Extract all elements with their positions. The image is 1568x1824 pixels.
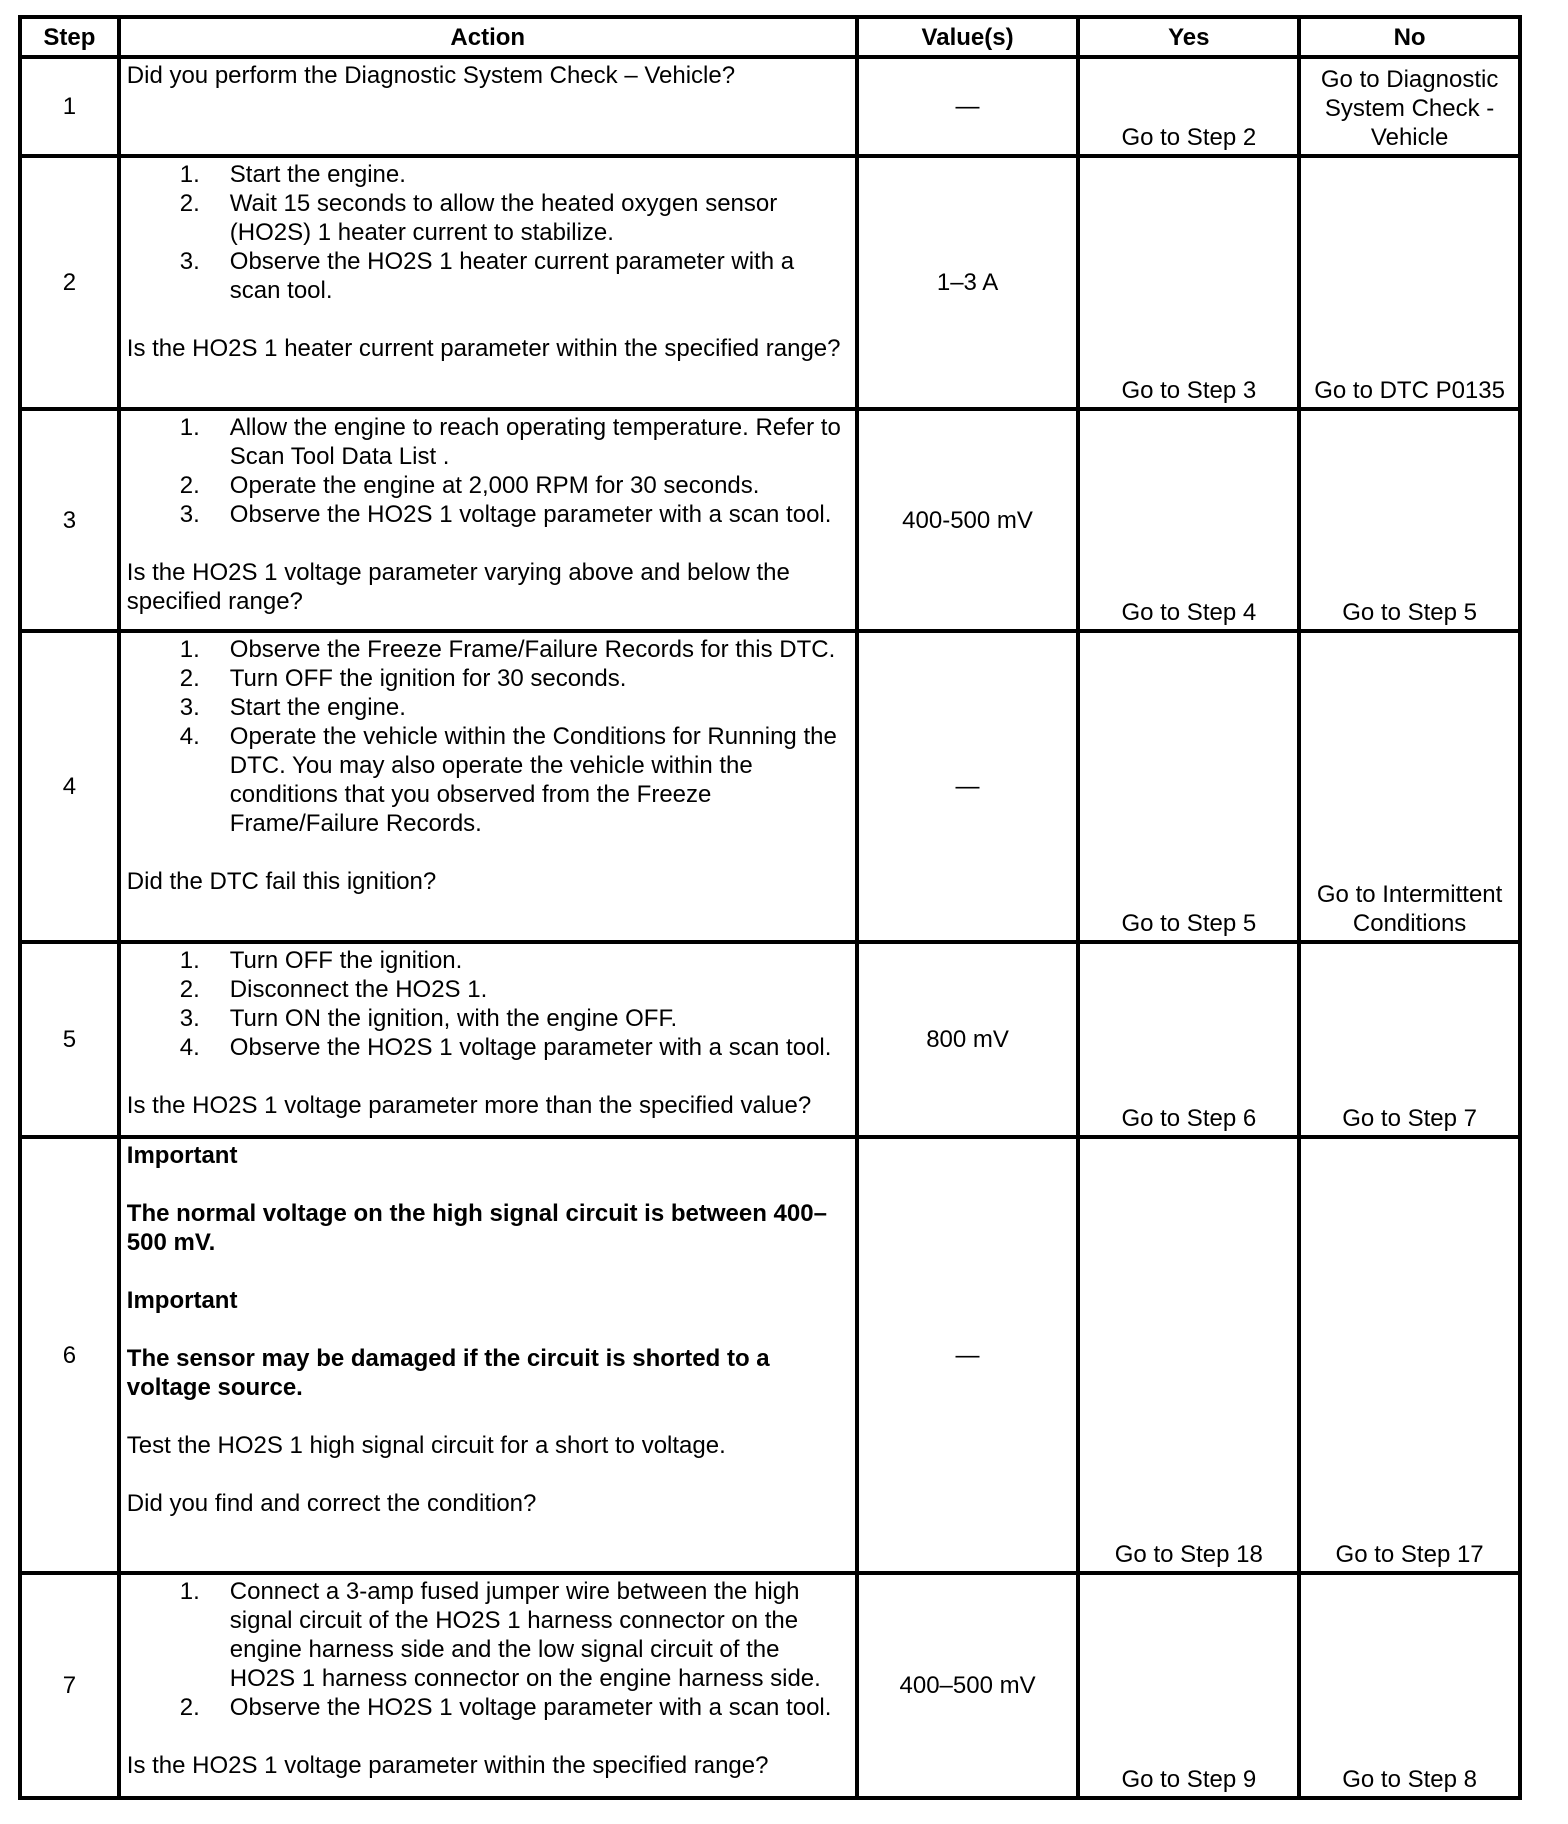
yes-link[interactable]: Go to Step 6 [1078,942,1299,1137]
no-link[interactable]: Go to Step 8 [1299,1573,1520,1798]
step-number: 5 [20,942,119,1137]
action-steps [127,946,849,1062]
no-link[interactable]: Go to DTC P0135 [1299,156,1520,409]
step-number: 7 [20,1573,119,1798]
header-action: Action [119,17,857,57]
action-cell [119,156,857,409]
table-row [20,409,1520,631]
action-question: Did you find and correct the condition? [126,1490,537,1517]
value-cell: 400-500 mV [857,409,1079,631]
action-question: Did you perform the Diagnostic System Check – Vehicle? [126,62,736,89]
action-cell [119,942,857,1137]
step-number: 2 [20,156,119,409]
important-note: The normal voltage on the high signal circuit is between 400–500 mV. [126,1200,827,1256]
header-no: No [1299,17,1520,57]
value-cell: 400–500 mV [857,1573,1079,1798]
table-row [20,942,1520,1137]
step-number: 1 [20,57,119,156]
diagnostic-table [18,15,1522,1800]
yes-link[interactable]: Go to Step 9 [1078,1573,1299,1798]
step-number: 4 [20,631,119,942]
action-steps [127,413,849,529]
value-cell: — [857,57,1079,156]
value-cell: 800 mV [857,942,1079,1137]
test-instruction: Test the HO2S 1 high signal circuit for a short to voltage. [126,1432,726,1459]
header-step: Step [20,17,119,57]
header-yes: Yes [1078,17,1299,57]
list-item: 4. Operate the vehicle within the Conditions for Running the DTC. You may also operate the vehicle within the conditions that you observed from the Freeze Frame/Failure Records. [179,723,837,837]
list-item: 2. Operate the engine at 2,000 RPM for 30 seconds. [179,472,760,499]
yes-link[interactable]: Go to Step 5 [1078,631,1299,942]
action-cell [119,1573,857,1798]
table-row [20,1573,1520,1798]
action-question: Is the HO2S 1 voltage parameter varying above and below the specified range? [126,559,790,615]
value-cell: 1–3 A [857,156,1079,409]
list-item: 2. Disconnect the HO2S 1. [179,976,488,1003]
action-question: Is the HO2S 1 heater current parameter within the specified range? [126,335,841,362]
action-steps [127,160,849,305]
list-item: 1. Observe the Freeze Frame/Failure Records for this DTC. [179,636,836,663]
list-item: 3. Start the engine. [179,694,406,721]
action-question: Is the HO2S 1 voltage parameter within the specified range? [126,1752,769,1779]
no-link[interactable]: Go to Step 7 [1299,942,1520,1137]
value-cell: — [857,1137,1079,1573]
list-item: 2. Observe the HO2S 1 voltage parameter with a scan tool. [179,1694,832,1721]
important-label: Important [126,1287,238,1314]
list-item: 3. Observe the HO2S 1 heater current parameter with a scan tool. [179,248,795,304]
value-cell: — [857,631,1079,942]
action-question: Did the DTC fail this ignition? [126,868,437,895]
important-label: Important [126,1142,238,1169]
list-item: 3. Turn ON the ignition, with the engine OFF. [179,1005,678,1032]
important-note: The sensor may be damaged if the circuit is shorted to a voltage source. [126,1345,770,1401]
table-row [20,1137,1520,1573]
action-steps [127,1577,849,1722]
table-row [20,57,1520,156]
table-row [20,631,1520,942]
yes-link[interactable]: Go to Step 3 [1078,156,1299,409]
no-link[interactable]: Go to Step 17 [1299,1137,1520,1573]
header-row [20,17,1520,57]
list-item: 3. Observe the HO2S 1 voltage parameter with a scan tool. [179,501,832,528]
step-number: 6 [20,1137,119,1573]
list-item: 2. Turn OFF the ignition for 30 seconds. [179,665,627,692]
list-item: 1. Connect a 3-amp fused jumper wire between the high signal circuit of the HO2S 1 harness connector on the engine harness side and the low signal circuit of the HO2S 1 harness connector on the engine harness side. [179,1578,821,1692]
no-link[interactable]: Go to Step 5 [1299,409,1520,631]
list-item: 4. Observe the HO2S 1 voltage parameter with a scan tool. [179,1034,832,1061]
list-item: 1. Start the engine. [179,161,406,188]
no-link[interactable]: Go to Diagnostic System Check - Vehicle [1299,57,1520,156]
action-cell [119,57,857,156]
action-cell [119,631,857,942]
table-row [20,156,1520,409]
step-number: 3 [20,409,119,631]
action-cell [119,1137,857,1573]
list-item: 2. Wait 15 seconds to allow the heated oxygen sensor (HO2S) 1 heater current to stabilize. [179,190,778,246]
yes-link[interactable]: Go to Step 4 [1078,409,1299,631]
list-item: 1. Turn OFF the ignition. [179,947,463,974]
header-values: Value(s) [857,17,1079,57]
action-question: Is the HO2S 1 voltage parameter more than the specified value? [126,1092,812,1119]
action-cell [119,409,857,631]
no-link[interactable]: Go to Intermittent Conditions [1299,631,1520,942]
yes-link[interactable]: Go to Step 18 [1078,1137,1299,1573]
action-steps [127,635,849,838]
yes-link[interactable]: Go to Step 2 [1078,57,1299,156]
list-item: 1. Allow the engine to reach operating temperature. Refer to Scan Tool Data List . [179,414,841,470]
